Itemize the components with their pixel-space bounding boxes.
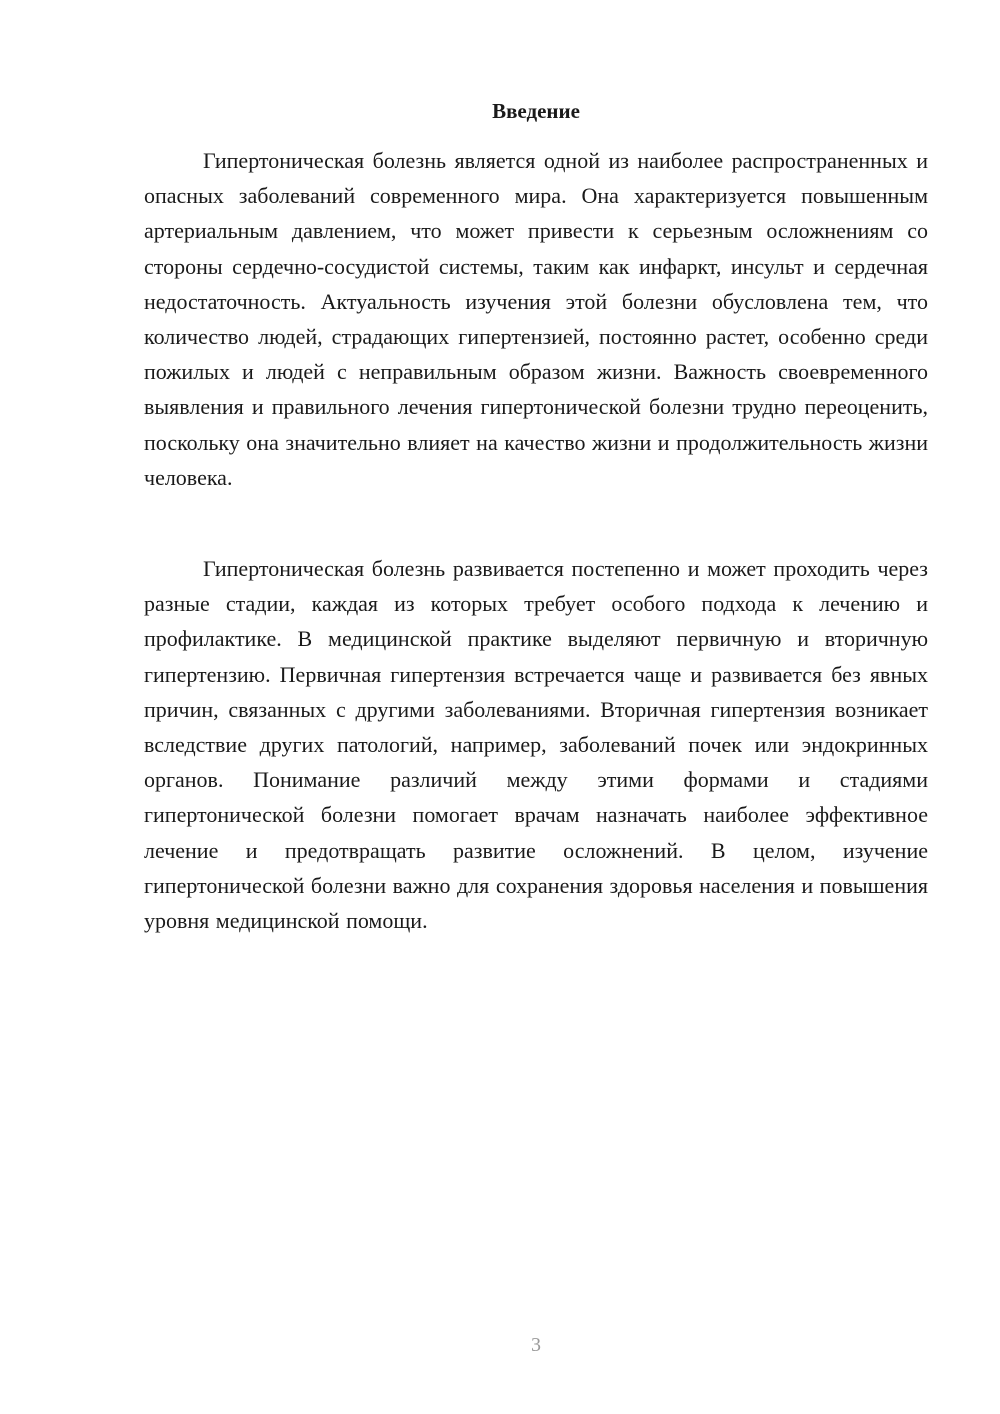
section-heading: Введение	[492, 99, 580, 123]
paragraph: Гипертоническая болезнь является одной из наиболее распространенных и опасных заболеваний современного мира. Она характеризуется повышенным артериальным давлением, что может привести к серьезным осложнениям со стороны сердечно-сосудистой системы, таким как инфаркт, инсульт и сердечная недостаточность. Актуальность изучения этой болезни обусловлена тем, что количество людей, страдающих гипертензией, постоянно растет, особенно среди пожилых и людей с неправильным образом жизни. Важность своевременного выявления и правильного лечения гипертонической болезни трудно переоценить, поскольку она значительно влияет на качество жизни и продолжительность жизни человека.	[144, 148, 928, 490]
paragraph: Гипертоническая болезнь развивается постепенно и может проходить через разные стадии, каждая из которых требует особого подхода к лечению и профилактике. В медицинской практике выделяют первичную и вторичную гипертензию. Первичная гипертензия встречается чаще и развивается без явных причин, связанных с другими заболеваниями. Вторичная гипертензия возникает вследствие других патологий, например, заболеваний почек или эндокринных органов. Понимание различий между этими формами и стадиями гипертонической болезни помогает врачам назначать наиболее эффективное лечение и предотвращать развитие осложнений. В целом, изучение гипертонической болезни важно для сохранения здоровья населения и повышения уровня медицинской помощи.	[144, 556, 928, 934]
page-number: 3	[531, 1334, 541, 1356]
